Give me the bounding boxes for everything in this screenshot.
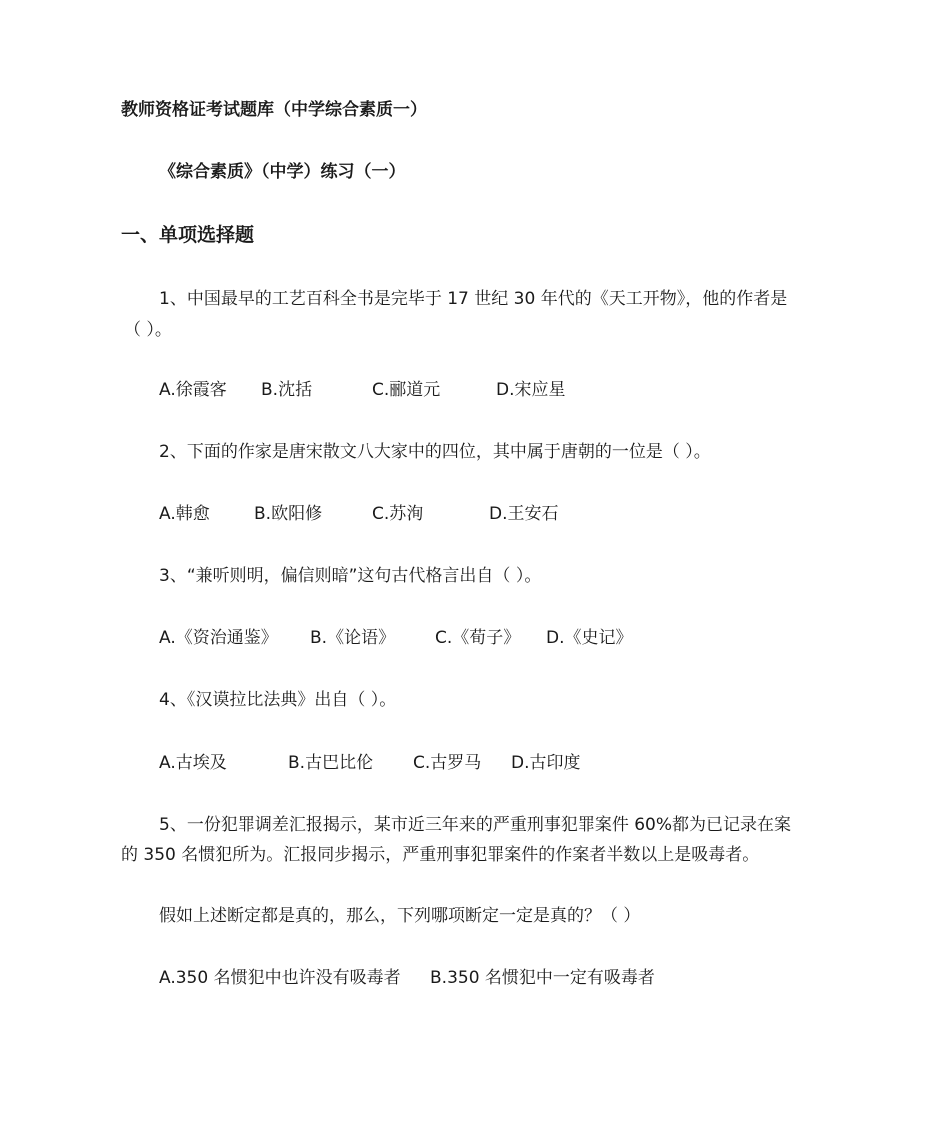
section-heading: 一、单项选择题 — [121, 224, 255, 246]
question-1-option-b: B.沈括 — [261, 380, 313, 400]
question-5-prompt: 假如上述断定都是真的，那么，下列哪项断定一定是真的？（ ） — [159, 906, 641, 926]
question-1-text: 1、中国最早的工艺百科全书是完毕于 17 世纪 30 年代的《天工开物》，他的作者是 — [159, 289, 788, 309]
question-2-text: 2、下面的作家是唐宋散文八大家中的四位，其中属于唐朝的一位是（ ）。 — [159, 442, 711, 462]
question-3-option-d: D.《史记》 — [546, 628, 633, 648]
document-title: 教师资格证考试题库（中学综合素质一） — [121, 100, 427, 120]
question-2-option-d: D.王安石 — [489, 504, 559, 524]
question-1-option-d: D.宋应星 — [496, 380, 566, 400]
question-5-text-cont: 的 350 名惯犯所为。汇报同步揭示，严重刑事犯罪案件的作案者半数以上是吸毒者。 — [121, 845, 760, 865]
question-4-option-c: C.古罗马 — [413, 753, 482, 773]
question-4-option-d: D.古印度 — [511, 753, 581, 773]
question-4-option-b: B.古巴比伦 — [288, 753, 374, 773]
question-3-option-b: B.《论语》 — [310, 628, 396, 648]
question-1-text-cont: （ ）。 — [124, 320, 172, 340]
question-2-option-a: A.韩愈 — [159, 504, 210, 524]
document-subtitle: 《综合素质》（中学）练习（一） — [159, 162, 406, 182]
question-4-option-a: A.古埃及 — [159, 753, 227, 773]
question-5-text: 5、一份犯罪调差汇报揭示，某市近三年来的严重刑事犯罪案件 60%都为已记录在案 — [159, 815, 792, 835]
question-5-option-a: A.350 名惯犯中也许没有吸毒者 — [159, 968, 401, 988]
question-2-option-b: B.欧阳修 — [254, 504, 323, 524]
question-3-text: 3、“兼听则明，偏信则暗”这句古代格言出自（ ）。 — [159, 566, 542, 586]
question-1-option-c: C.郦道元 — [372, 380, 441, 400]
question-5-option-b: B.350 名惯犯中一定有吸毒者 — [430, 968, 655, 988]
question-2-option-c: C.苏洵 — [372, 504, 424, 524]
question-4-text: 4、《汉谟拉比法典》出自（ ）。 — [159, 690, 397, 710]
question-3-option-c: C.《荀子》 — [435, 628, 521, 648]
question-1-option-a: A.徐霞客 — [159, 380, 227, 400]
question-3-option-a: A.《资治通鉴》 — [159, 628, 278, 648]
